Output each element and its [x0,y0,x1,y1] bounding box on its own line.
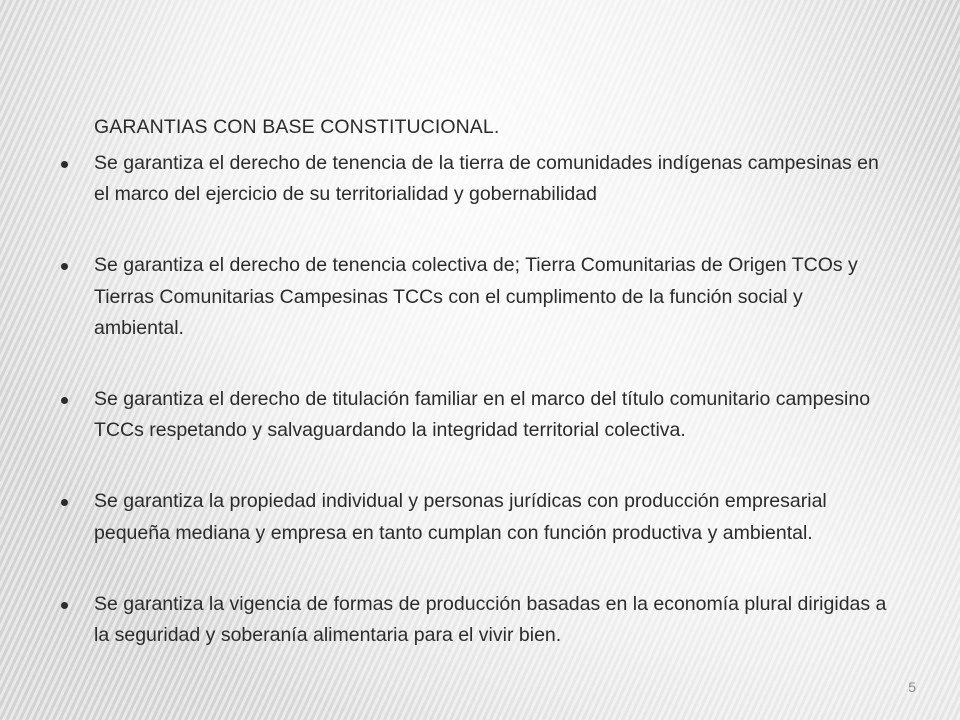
bullet-dot-icon [61,602,68,609]
bullet-text: Se garantiza la vigencia de formas de producción basadas en la economía plural dirigidas a la seguridad y soberanía alimentaria para el vivir bien. [94,592,887,647]
bullet-item [58,384,888,446]
page-number: 5 [908,679,916,695]
bullet-text: Se garantiza la propiedad individual y personas jurídicas con producción empresarial pequeña mediana y empresa en tanto cumplan con función productiva y ambiental. [94,490,827,544]
bullet-item [58,589,888,651]
bullet-item [58,250,888,344]
slide-heading: GARANTIAS CON BASE CONSTITUCIONAL. [94,116,500,138]
bullet-text: Se garantiza el derecho de tenencia de la tierra de comunidades indígenas campesinas en el marco del ejercicio de su territorialidad y gobernabilidad [94,152,879,206]
bullet-item [58,486,888,548]
bullet-dot-icon [61,161,68,168]
bullet-text: Se garantiza el derecho de titulación familiar en el marco del título comunitario campesino TCCs respetando y salvaguardando la integridad territorial colectiva. [94,388,871,442]
bullet-text: Se garantiza el derecho de tenencia colectiva de; Tierra Comunitarias de Origen TCOs y Tierras Comunitarias Campesinas TCCs con el cumplimento de la función social y ambiental. [94,254,858,339]
bullet-dot-icon [61,397,68,404]
bullet-item [58,148,888,210]
bullet-list [58,148,888,691]
bullet-dot-icon [61,263,68,270]
bullet-dot-icon [61,499,68,506]
